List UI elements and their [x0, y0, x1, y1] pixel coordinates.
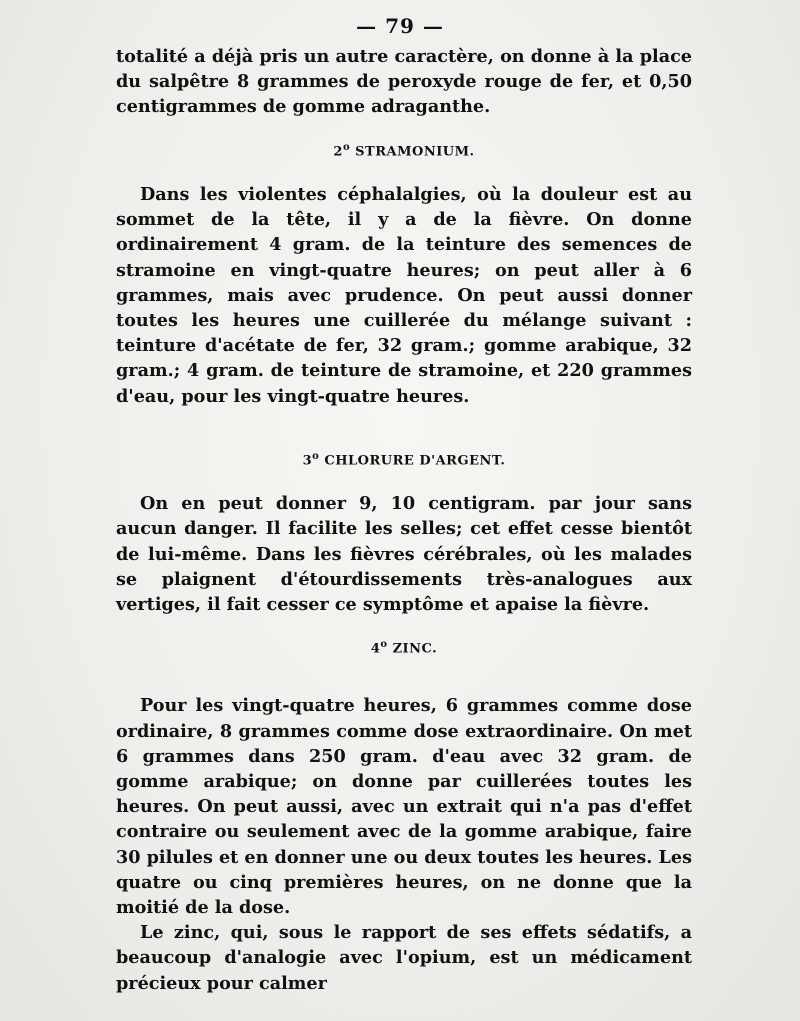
heading-title: ZINC.: [392, 641, 438, 657]
heading-number: 3: [302, 453, 313, 469]
paragraph-intro: totalité a déjà pris un autre caractère, on donne à la place du salpêtre 8 grammes de peroxyde rouge de fer, et 0,50 centigrammes de gomme adraganthe.: [116, 46, 692, 118]
page-number: — 79 —: [356, 14, 444, 38]
paragraph-zinc-opium: Le zinc, qui, sous le rapport de ses effets sédatifs, a beaucoup d'analogie avec l'opium, est un médicament précieux pour calmer: [116, 922, 692, 994]
heading-title: STRAMONIUM.: [355, 143, 475, 159]
heading-ordinal: o: [312, 450, 320, 462]
heading-zinc: [116, 635, 692, 659]
heading-ordinal: o: [380, 639, 388, 651]
page-body: [116, 44, 692, 996]
heading-number: 2: [333, 143, 343, 159]
heading-title: CHLORURE D'ARGENT.: [324, 453, 506, 469]
paragraph-chlorure-argent: On en peut donner 9, 10 centigram. par jour sans aucun danger. Il facilite les selles; cet effet cesse bientôt de lui-même. Dans les fièvres cérébrales, où les malades se plaignent d'étourdissements très-analogues aux vertiges, il fait cesser ce symptôme et apaise la fièvre.: [116, 493, 692, 615]
heading-number: 4: [370, 641, 381, 657]
paragraph-zinc-dosage: Pour les vingt-quatre heures, 6 grammes comme dose ordinaire, 8 grammes comme dose extraordinaire. On met 6 grammes dans 250 gram. d'eau avec 32 gram. de gomme arabique; on donne par cuillerées toutes les heures. On peut aussi, avec un extrait qui n'a pas d'effet contraire ou seulement avec de la gomme arabique, faire 30 pilules et en donner une ou deux toutes les heures. Les quatre ou cinq premières heures, on ne donne que la moitié de la dose.: [116, 695, 692, 919]
paragraph-stramonium: Dans les violentes céphalalgies, où la douleur est au sommet de la tête, il y a de la fièvre. On donne ordinairement 4 gram. de la teinture des semences de stramoine en vingt-quatre heures; on peut aller à 6 grammes, mais avec prudence. On peut aussi donner toutes les heures une cuillerée du mélange suivant : teinture d'acétate de fer, 32 gram.; gomme arabique, 32 gram.; 4 gram. de teinture de stramoine, et 220 grammes d'eau, pour les vingt-quatre heures.: [116, 183, 692, 407]
heading-stramonium: [116, 138, 692, 162]
heading-ordinal: o: [342, 141, 351, 153]
heading-chlorure-argent: [116, 447, 692, 471]
